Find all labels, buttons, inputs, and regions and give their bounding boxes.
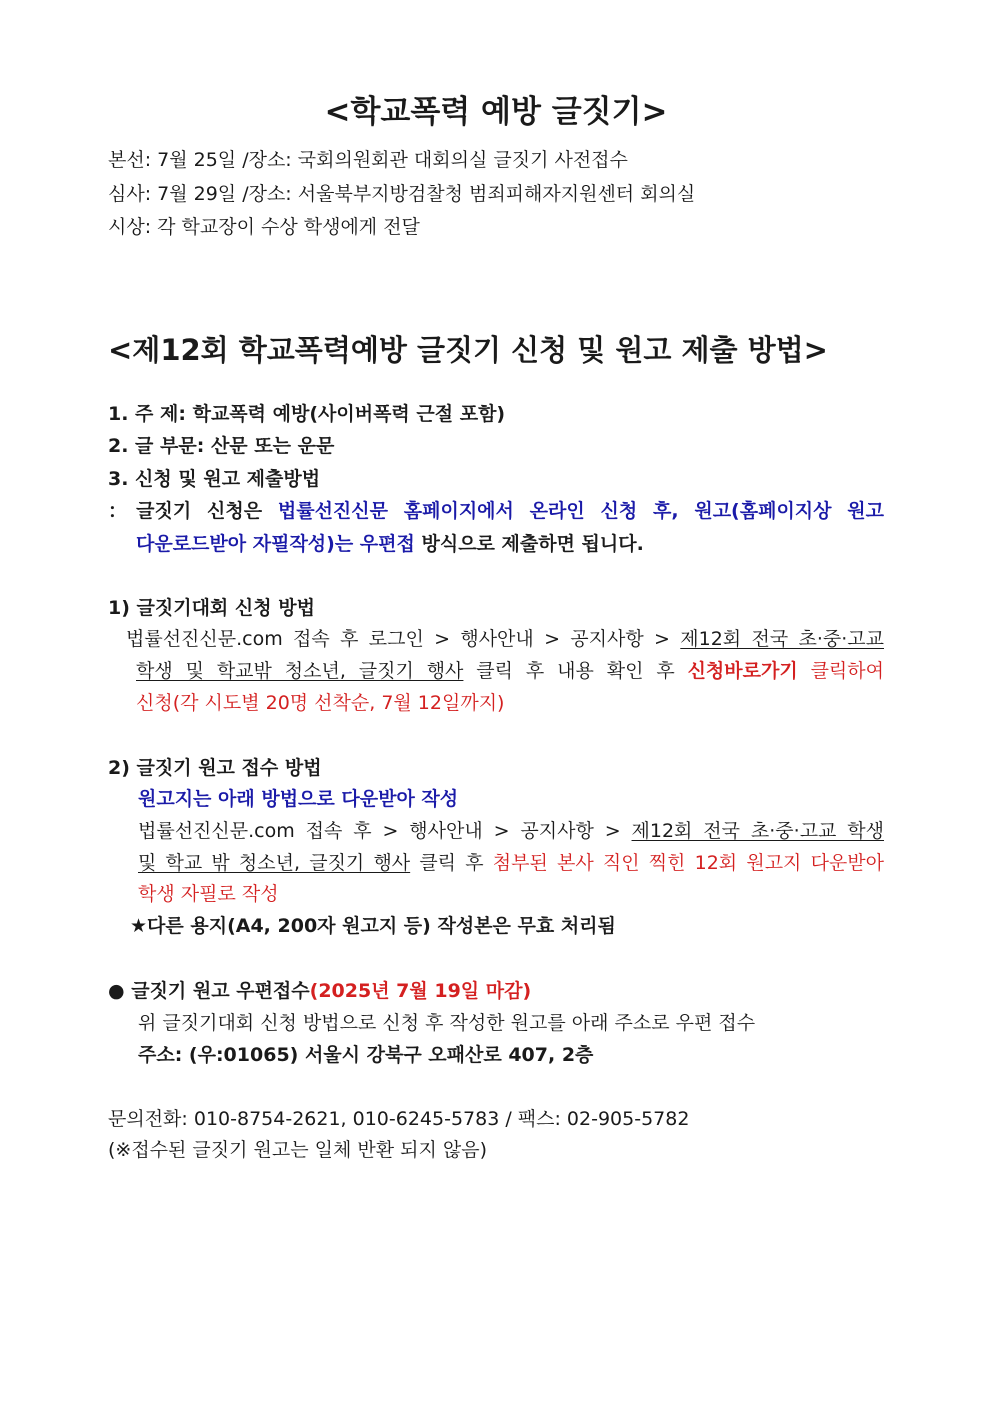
event-final-info: 본선: 7월 25일 /장소: 국회의원회관 대회의실 글짓기 사전접수: [108, 149, 628, 171]
section2-attachment-text: 첨부된 본사 직인 찍힌 12회 원고지 다운받아: [492, 852, 884, 874]
section1-line3: 신청(각 시도별 20명 선착순, 7월 12일까지): [136, 692, 505, 714]
apply-shortcut-link[interactable]: 신청바로가기: [687, 660, 798, 682]
section1-line1: [126, 627, 884, 651]
section2-heading: 2) 글짓기 원고 접수 방법: [108, 757, 322, 779]
section2-event-link-part2[interactable]: 및 학교 밖 청소년, 글짓기 행사: [138, 852, 411, 874]
submission-desc-blue1: 법률선진신문 홈페이지에서 온라인 신청 후, 원고(홈페이지상 원고: [277, 500, 884, 522]
submission-desc-prefix: ：글짓기 신청은: [108, 500, 278, 522]
submission-desc-suffix: 방식으로 제출하면 됩니다.: [414, 533, 644, 555]
section2-click-text: 클릭 후: [410, 852, 493, 874]
submission-desc-line2: [136, 532, 644, 556]
mail-deadline: (2025년 7월 19일 마감): [309, 980, 532, 1002]
section1-event-link-part2[interactable]: 학생 및 학교밖 청소년, 글짓기 행사: [136, 660, 464, 682]
mail-heading: 글짓기 원고 우편접수: [131, 980, 310, 1002]
event-judging-info: 심사: 7월 29일 /장소: 서울북부지방검찰청 범죄피해자지원센터 회의실: [108, 183, 696, 205]
section1-check-text: 클릭 후 내용 확인 후: [463, 660, 688, 682]
mail-description: 위 글짓기대회 신청 방법으로 신청 후 작성한 원고를 아래 주소로 우편 접수: [138, 1012, 756, 1034]
section2-line3: 학생 자필로 작성: [138, 883, 279, 905]
event-title: <학교폭력 예방 글짓기>: [324, 94, 668, 130]
section1-path: 법률선진신문.com 접속 후 로그인 > 행사안내 > 공지사항 >: [126, 628, 681, 650]
contact-phone: 문의전화: 010-8754-2621, 010-6245-5783 / 팩스: 02-905-5782: [108, 1108, 690, 1130]
submission-desc-blue2: 다운로드받아 자필작성)는 우편접: [136, 533, 415, 555]
section2-line1: [138, 819, 884, 843]
event-award-info: 시상: 각 학교장이 수상 학생에게 전달: [108, 216, 420, 238]
mail-address: 주소: (우:01065) 서울시 강북구 오패산로 407, 2층: [138, 1044, 594, 1066]
section1-event-link-part1[interactable]: 제12회 전국 초·중·고교: [680, 628, 884, 650]
section1-click-text: 클릭하여: [797, 660, 884, 682]
section2-line2: [138, 851, 884, 875]
invalid-paper-notice: ★다른 용지(A4, 200자 원고지 등) 작성본은 무효 처리됨: [130, 915, 616, 937]
section2-path: 법률선진신문.com 접속 후 > 행사안내 > 공지사항 >: [138, 820, 632, 842]
mail-heading-line: [108, 979, 531, 1003]
section1-line2: [136, 659, 884, 683]
bullet-icon: ●: [108, 980, 125, 1002]
topic-item: 1. 주 제: 학교폭력 예방(사이버폭력 근절 포함): [108, 403, 506, 425]
section2-blue-line: 원고지는 아래 방법으로 다운받아 작성: [138, 788, 459, 810]
submission-item: 3. 신청 및 원고 제출방법: [108, 468, 321, 490]
submission-desc-line1: [108, 499, 884, 523]
category-item: 2. 글 부문: 산문 또는 운문: [108, 435, 335, 457]
contact-note: (※접수된 글짓기 원고는 일체 반환 되지 않음): [108, 1139, 488, 1161]
section2-event-link-part1[interactable]: 제12회 전국 초·중·고교 학생: [631, 820, 884, 842]
section1-heading: 1) 글짓기대회 신청 방법: [108, 597, 315, 619]
method-title: <제12회 학교폭력예방 글짓기 신청 및 원고 제출 방법>: [108, 333, 828, 367]
